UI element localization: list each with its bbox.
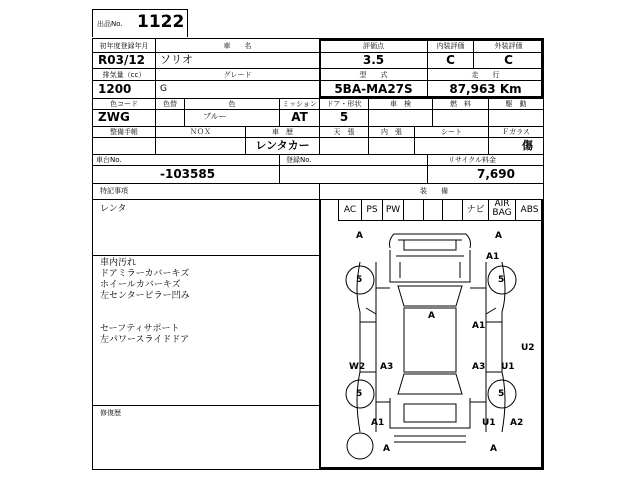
- equip-ps: PS: [366, 205, 378, 215]
- grade-label: グレード: [223, 71, 252, 79]
- equip-pw: PW: [385, 205, 401, 215]
- sunroof-label: 天 張: [333, 128, 355, 136]
- notes-header: 特記事項: [100, 187, 128, 195]
- manual-label: 整備手帳: [110, 128, 138, 136]
- damage-a3-right: A3: [472, 362, 486, 372]
- damage-u1-rear: U1: [482, 418, 496, 428]
- equip-airbag: AIR BAG: [492, 199, 512, 218]
- mileage-value: 87,963 Km: [449, 82, 522, 96]
- tire-rear-left: 5: [356, 389, 363, 399]
- damage-rear-right: A: [490, 444, 497, 454]
- color-change-label: 色替: [163, 100, 177, 108]
- damage-a1-right: A1: [472, 321, 486, 331]
- mission-label: ミッション: [282, 100, 317, 108]
- tire-front-left: 5: [356, 275, 363, 285]
- history-label: 車 歴: [272, 128, 293, 136]
- name-label: 車 名: [223, 42, 252, 50]
- door-value: 5: [339, 110, 349, 124]
- damage-w2: W2: [349, 362, 366, 372]
- note-line: ホイールカバーキズ: [100, 280, 181, 290]
- inner-label: 内 張: [381, 128, 402, 136]
- nox-label: ＮＯＸ: [190, 128, 211, 136]
- lot-number: 1122: [137, 12, 185, 32]
- seat-label: シート: [441, 128, 462, 136]
- displacement-label: 排気量（cc）: [102, 71, 146, 79]
- mileage-label: 走 行: [471, 71, 500, 79]
- reg-label: 登録No.: [286, 156, 312, 164]
- damage-rear-left: A: [383, 444, 390, 454]
- first-reg-label: 初年度登録年月: [99, 42, 149, 50]
- damage-a3-left: A3: [380, 362, 394, 372]
- note-line: 左パワースライドドア: [100, 335, 190, 345]
- history-value: レンタカー: [255, 139, 310, 152]
- damage-a1-rear-left: A1: [371, 418, 385, 428]
- note-line: 左センターピラー凹み: [100, 291, 190, 301]
- note-line: レンタ: [100, 204, 127, 214]
- note-line: セーフティサポート: [100, 324, 180, 334]
- lot-box: [92, 9, 188, 37]
- lot-label: 出品No.: [97, 20, 123, 28]
- chassis-label: 車台No.: [96, 156, 122, 164]
- displacement-value: 1200: [98, 82, 132, 96]
- chassis-value: -103585: [160, 167, 216, 181]
- notes-mid: [100, 258, 190, 302]
- color-value: ブルー: [203, 112, 227, 121]
- equip-ac: AC: [343, 205, 357, 215]
- mission-value: AT: [291, 110, 308, 124]
- equip-navi: ナビ: [466, 205, 485, 215]
- recycle-label: リサイクル料金: [448, 156, 497, 164]
- damage-front-left: A: [356, 231, 363, 241]
- car-diagram: [320, 222, 542, 468]
- glass-value: 傷: [522, 139, 533, 152]
- damage-u1-right: U1: [501, 362, 515, 372]
- exterior-label: 外装評価: [494, 42, 523, 50]
- score-label: 評価点: [363, 42, 384, 50]
- tire-rear-right: 5: [498, 389, 505, 399]
- glass-label: Ｆガラス: [502, 128, 530, 136]
- repair-label: 修復歴: [100, 409, 121, 417]
- note-line: ドアミラーカバーキズ: [100, 269, 190, 279]
- exterior-value: C: [504, 53, 513, 67]
- damage-front-right: A: [495, 231, 502, 241]
- damage-a2-rear: A2: [510, 418, 524, 428]
- model-label: 型 式: [359, 71, 388, 79]
- first-reg-value: R03/12: [98, 53, 146, 67]
- interior-label: 内装評価: [436, 42, 465, 50]
- score-value: 3.5: [362, 53, 385, 67]
- notes-top: [100, 204, 126, 215]
- grade-value: G: [160, 84, 167, 94]
- color-code-value: ZWG: [98, 110, 130, 124]
- damage-u2: U2: [521, 343, 535, 353]
- inspection-label: 車 検: [390, 100, 411, 108]
- equip-header: 装 備: [420, 187, 448, 195]
- car-name-value: ソリオ: [160, 53, 193, 66]
- equipment-row: [338, 199, 543, 221]
- notes-bot: [100, 324, 189, 346]
- color-label: 色: [228, 100, 236, 108]
- color-code-label: 色コード: [110, 100, 138, 108]
- recycle-value: 7,690: [477, 167, 515, 181]
- damage-a1-top: A1: [486, 252, 500, 262]
- equip-abs: ABS: [520, 205, 539, 215]
- drive-label: 駆 動: [505, 100, 527, 108]
- interior-value: C: [446, 53, 455, 67]
- model-value: 5BA-MA27S: [334, 82, 413, 96]
- damage-roof: A: [428, 311, 435, 321]
- door-label: ドア・形状: [326, 100, 362, 108]
- note-line: 車内汚れ: [100, 258, 137, 268]
- fuel-label: 燃 料: [450, 100, 471, 108]
- tire-front-right: 5: [498, 275, 505, 285]
